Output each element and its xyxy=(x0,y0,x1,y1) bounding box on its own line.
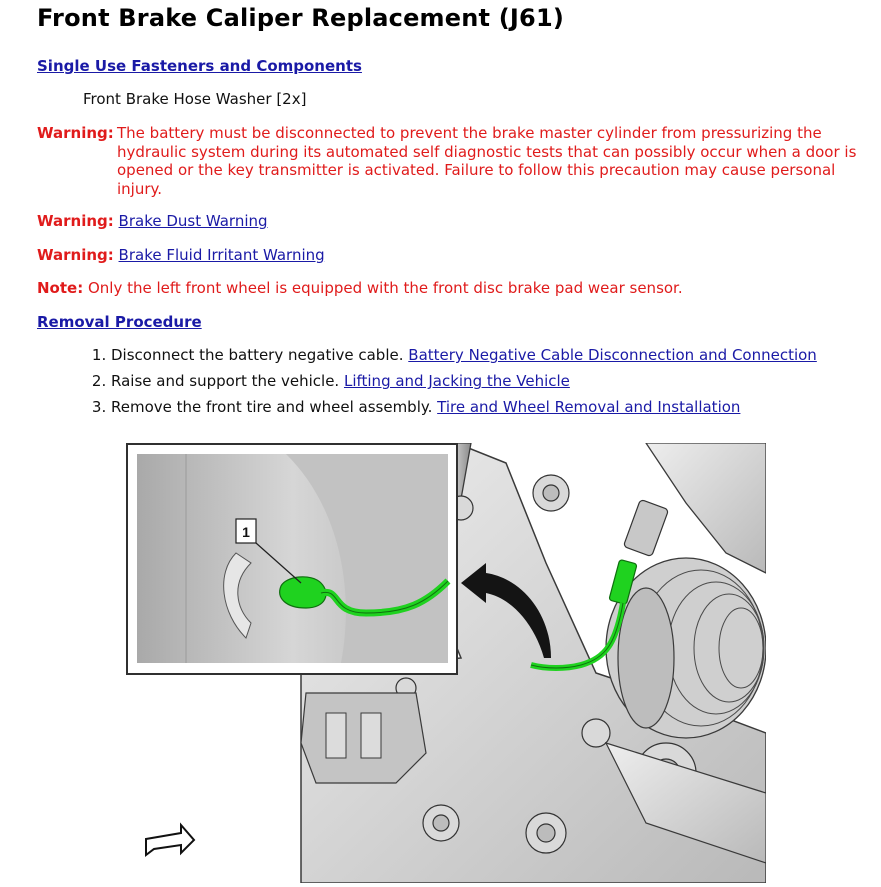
warning-label: Warning: xyxy=(37,212,114,230)
single-use-item: Front Brake Hose Washer [2x] xyxy=(83,90,307,108)
removal-steps xyxy=(52,345,817,423)
wear-sensor-note xyxy=(37,279,683,298)
warning-label: Warning: xyxy=(37,246,114,264)
step-text: Disconnect the battery negative cable. xyxy=(111,346,404,364)
warning-text: The battery must be disconnected to prevent the brake master cylinder from pressurizing the hydraulic system during its automated self diagnostic tests that can possibly occur when a door is opened or the key transmitter is activated. Failure to follow this precaution may cause personal injury. xyxy=(117,124,857,198)
callout-label: 1 xyxy=(242,524,250,540)
list-item xyxy=(111,397,817,423)
battery-warning xyxy=(37,124,857,198)
single-use-fasteners-link[interactable]: Single Use Fasteners and Components xyxy=(37,57,362,75)
detail-inset xyxy=(127,444,457,674)
brake-dust-warning xyxy=(37,212,268,231)
note-label: Note: xyxy=(37,279,84,297)
removal-procedure-link[interactable]: Removal Procedure xyxy=(37,313,202,331)
brake-fluid-warning-link[interactable]: Brake Fluid Irritant Warning xyxy=(118,246,325,264)
wear-sensor xyxy=(280,577,326,608)
warning-label: Warning: xyxy=(37,124,114,142)
battery-cable-link[interactable]: Battery Negative Cable Disconnection and Connection xyxy=(408,346,817,364)
tire-wheel-link[interactable]: Tire and Wheel Removal and Installation xyxy=(437,398,741,416)
note-text: Only the left front wheel is equipped with the front disc brake pad wear sensor. xyxy=(87,279,683,297)
page-title: Front Brake Caliper Replacement (J61) xyxy=(37,4,565,32)
brake-caliper-illustration xyxy=(126,443,766,883)
brake-dust-warning-link[interactable]: Brake Dust Warning xyxy=(118,212,268,230)
lifting-jacking-link[interactable]: Lifting and Jacking the Vehicle xyxy=(343,372,570,390)
brake-fluid-warning xyxy=(37,246,325,265)
step-text: Raise and support the vehicle. xyxy=(111,372,340,390)
list-item xyxy=(111,371,817,397)
step-text: Remove the front tire and wheel assembly. xyxy=(111,398,433,416)
list-item xyxy=(111,345,817,371)
